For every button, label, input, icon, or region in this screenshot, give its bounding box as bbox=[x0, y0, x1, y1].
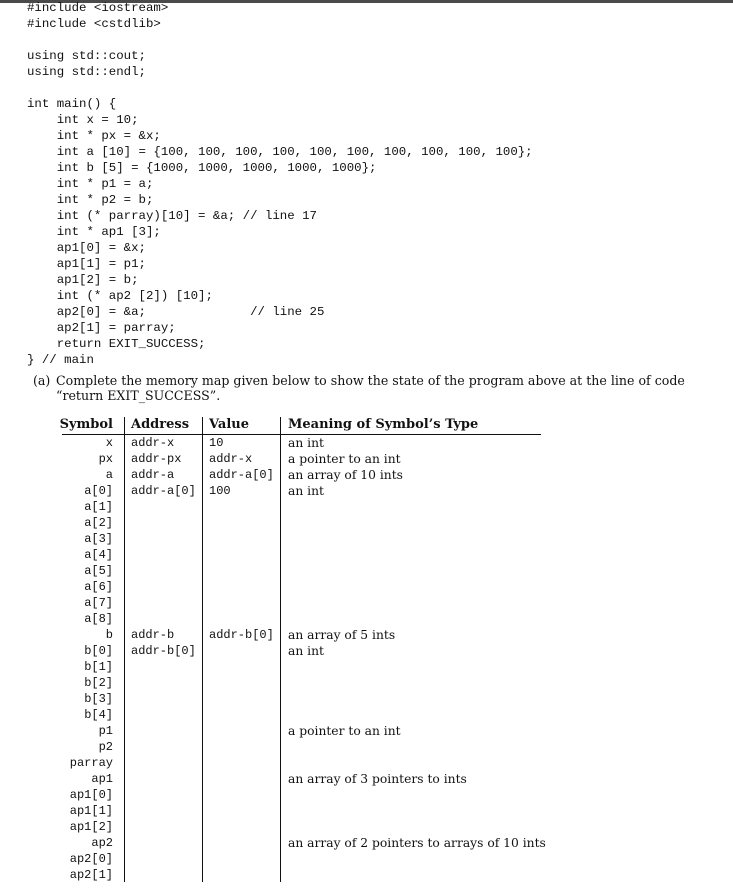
cell-symbol: a[5] bbox=[84, 564, 113, 578]
cell-symbol: ap1 bbox=[91, 772, 113, 786]
question-label: (a) bbox=[33, 373, 51, 388]
cell-value: 10 bbox=[209, 436, 224, 450]
cell-meaning: an array of 5 ints bbox=[288, 628, 396, 642]
code-line: #include <cstdlib> bbox=[27, 17, 161, 31]
cell-symbol: a[1] bbox=[84, 500, 113, 514]
code-line: int x = 10; bbox=[27, 113, 139, 127]
cell-symbol: a bbox=[105, 468, 113, 482]
cell-symbol: a[8] bbox=[84, 612, 113, 626]
cell-symbol: x bbox=[105, 436, 113, 450]
header-symbol: Symbol bbox=[59, 417, 113, 432]
cell-symbol: b[2] bbox=[84, 676, 113, 690]
code-line: ap2[1] = parray; bbox=[27, 321, 176, 335]
code-line: } // main bbox=[27, 353, 94, 367]
cell-meaning: an array of 3 pointers to ints bbox=[288, 772, 467, 786]
code-line: ap1[0] = &x; bbox=[27, 241, 146, 255]
code-line: int a [10] = {100, 100, 100, 100, 100, 100, 100, 100, 100, 100}; bbox=[27, 145, 533, 159]
cell-symbol: ap2[1] bbox=[69, 868, 113, 882]
code-line: int * p2 = b; bbox=[27, 193, 154, 207]
code-line: int * px = &x; bbox=[27, 129, 161, 143]
code-line: #include <iostream> bbox=[27, 1, 169, 15]
cell-meaning: an int bbox=[288, 436, 324, 450]
cell-symbol: ap2[0] bbox=[69, 852, 113, 866]
cell-value: 100 bbox=[209, 484, 231, 498]
cell-symbol: a[0] bbox=[84, 484, 113, 498]
cell-symbol: a[7] bbox=[84, 596, 113, 610]
cell-value: addr-a[0] bbox=[209, 468, 274, 482]
cell-address: addr-a bbox=[131, 468, 175, 482]
cell-symbol: ap1[2] bbox=[69, 820, 113, 834]
code-line: ap2[0] = &a; // line 25 bbox=[27, 305, 325, 319]
cell-symbol: a[6] bbox=[84, 580, 113, 594]
cell-symbol: b bbox=[105, 628, 113, 642]
cell-symbol: b[4] bbox=[84, 708, 113, 722]
cell-symbol: p2 bbox=[98, 740, 113, 754]
cell-symbol: p1 bbox=[98, 724, 113, 738]
question-text: Complete the memory map given below to show the state of the program above at the line of code “return EXIT_SUCCESS”. bbox=[56, 373, 685, 403]
cell-meaning: a pointer to an int bbox=[288, 724, 401, 738]
cell-address: addr-x bbox=[131, 436, 175, 450]
code-line: int main() { bbox=[27, 97, 117, 111]
code-line: ap1[1] = p1; bbox=[27, 257, 146, 271]
column-divider-address bbox=[202, 417, 203, 882]
cell-symbol: b[3] bbox=[84, 692, 113, 706]
code-line: using std::endl; bbox=[27, 65, 146, 79]
code-line: int * p1 = a; bbox=[27, 177, 154, 191]
cell-symbol: a[2] bbox=[84, 516, 113, 530]
column-divider-symbol bbox=[124, 417, 125, 882]
cell-value: addr-x bbox=[209, 452, 253, 466]
header-address: Address bbox=[131, 417, 190, 432]
cell-meaning: an array of 2 pointers to arrays of 10 ints bbox=[288, 836, 546, 850]
code-line: using std::cout; bbox=[27, 49, 146, 63]
cell-symbol: b[1] bbox=[84, 660, 113, 674]
cell-symbol: ap1[1] bbox=[69, 804, 113, 818]
code-line: int * ap1 [3]; bbox=[27, 225, 161, 239]
cell-symbol: b[0] bbox=[84, 644, 113, 658]
cell-symbol: ap1[0] bbox=[69, 788, 113, 802]
header-meaning: Meaning of Symbol’s Type bbox=[288, 417, 479, 432]
cell-meaning: an int bbox=[288, 644, 324, 658]
code-line: ap1[2] = b; bbox=[27, 273, 139, 287]
cell-symbol: a[4] bbox=[84, 548, 113, 562]
column-divider-value bbox=[280, 417, 281, 882]
cell-meaning: an array of 10 ints bbox=[288, 468, 403, 482]
cell-meaning: an int bbox=[288, 484, 324, 498]
code-line: return EXIT_SUCCESS; bbox=[27, 337, 206, 351]
code-line: int (* parray)[10] = &a; // line 17 bbox=[27, 209, 317, 223]
cell-address: addr-b bbox=[131, 628, 175, 642]
code-line: int b [5] = {1000, 1000, 1000, 1000, 1000}; bbox=[27, 161, 377, 175]
cell-address: addr-b[0] bbox=[131, 644, 196, 658]
cell-address: addr-a[0] bbox=[131, 484, 196, 498]
cell-symbol: ap2 bbox=[91, 836, 113, 850]
code-line: int (* ap2 [2]) [10]; bbox=[27, 289, 213, 303]
cell-address: addr-px bbox=[131, 452, 182, 466]
cell-meaning: a pointer to an int bbox=[288, 452, 401, 466]
cell-symbol: a[3] bbox=[84, 532, 113, 546]
cell-symbol: parray bbox=[69, 756, 113, 770]
header-value: Value bbox=[209, 417, 249, 432]
cell-symbol: px bbox=[98, 452, 113, 466]
cell-value: addr-b[0] bbox=[209, 628, 274, 642]
